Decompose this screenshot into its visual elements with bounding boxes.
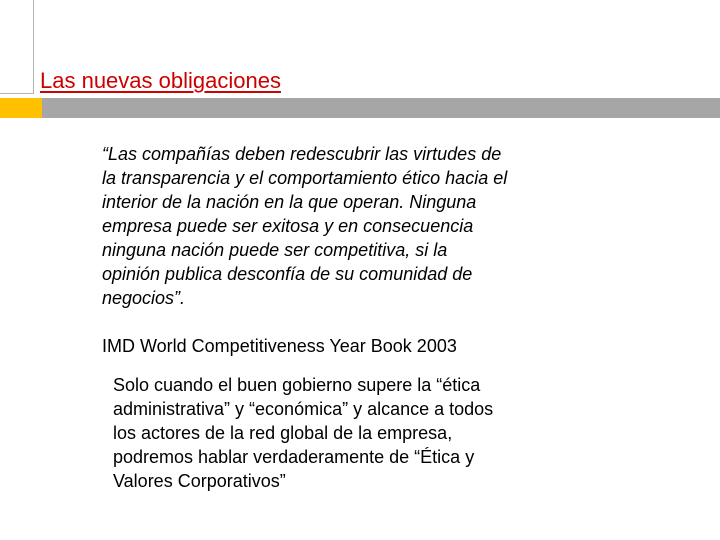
quote-text [102,142,582,310]
closing-line: administrativa” y “económica” y alcance a todos [113,399,494,419]
quote-line: negocios”. [102,288,186,308]
quote-source: IMD World Competitiveness Year Book 2003 [102,336,457,356]
closing-line: los actores de la red global de la empresa, [113,423,453,443]
accent-bar [0,98,42,118]
closing-line: Valores Corporativos” [113,471,286,491]
corner-decoration-line [0,0,34,94]
quote-line: la transparencia y el comportamiento ético hacia el [102,168,508,188]
quote-line: interior de la nación en la que operan. Ninguna [102,192,477,212]
closing-paragraph [113,373,553,493]
quote-line: ninguna nación puede ser competitiva, si la [102,240,448,260]
quote-line: opinión publica desconfía de su comunidad de [102,264,473,284]
closing-line: Solo cuando el buen gobierno supere la “ética [113,375,481,395]
closing-line: podremos hablar verdaderamente de “Ética y [113,447,475,467]
slide-title: Las nuevas obligaciones [40,68,281,93]
quote-line: “Las compañías deben redescubrir las virtudes de [102,144,502,164]
quote-line: empresa puede ser exitosa y en consecuencia [102,216,474,236]
title-divider-bar [42,98,720,118]
